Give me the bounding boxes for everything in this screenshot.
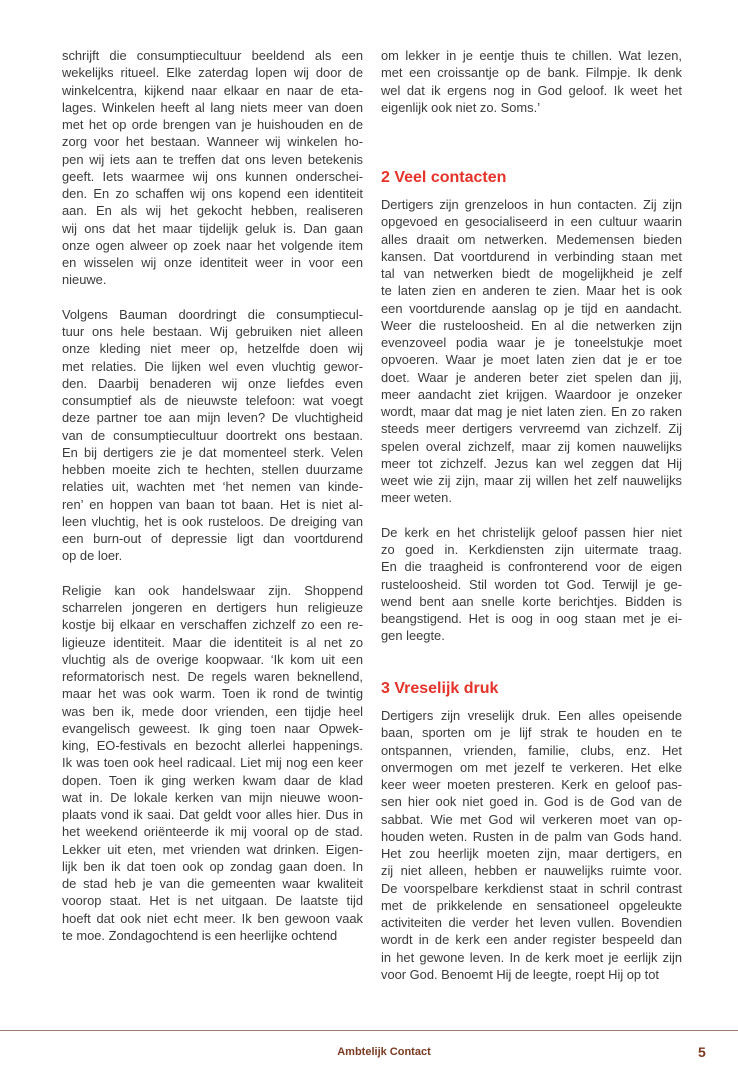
text-line: scharrelen jongeren en dertigers hun religieuze [62,600,363,615]
paragraph [62,47,363,289]
text-line: met een croissantje op de bank. Filmpje. Ik denk [381,65,682,81]
paragraph [381,196,682,507]
text-line: activiteiten die verder het leven vullen. Bovendien [381,915,682,930]
text-line: Religie kan ook handelswaar zijn. Shoppend [62,582,363,598]
right-intro [381,47,682,116]
text-line: de stad heb je van die gemeenten waar kwaliteit [62,876,363,891]
text-line: opgevoed en gesocialiseerd in een cultuur waarin [381,214,682,230]
text-line: leen vluchtig, het is ook rusteloos. De dreiging van [62,513,363,529]
text-line: den. Daarbij benaderen wij onze liefdes even [62,375,363,391]
text-line: spelen overal zichzelf, maar zij komen nauwelijks [381,438,682,454]
paragraph [381,47,682,116]
text-line: ren’ en hoppen van baan tot baan. Het is niet al- [62,496,363,512]
text-line: king, EO-festivals en bezocht allerlei happenings. [62,738,363,753]
text-line: en wisselen wij onze identiteit weer in voor een [62,255,363,270]
paragraph [62,582,363,944]
text-line: was ben ik, mede door vrienden, een tijdje heel [62,703,363,719]
text-line: onze kleding niet meer op, hetzelfde doen wij [62,341,363,357]
text-line: De kerk en het christelijk geloof passen hier niet [381,524,682,540]
text-line: dopen. Toen ik ging werken kwam daar de klad [62,772,363,788]
text-line: Lekker uit eten, met vrienden wat drinken. Eigen- [62,841,363,857]
paragraph-gap [62,289,363,306]
text-line: ontspannen, vrienden, familie, clubs, enz. Het [381,742,682,758]
text-line: ligieuze identiteit. Maar die identiteit is al net zo [62,634,363,650]
text-line: weet wie zij zijn, maar zij willen het zelf nauwelijks [381,473,682,488]
text-line: meer tot zichzelf. Jezus kan wel zeggen dat Hij [381,455,682,471]
text-line: nieuwe. [62,272,107,288]
text-line: om lekker in je eentje thuis te chillen. Wat lezen, [381,48,682,63]
section-body-veel-contacten [381,196,682,645]
section-heading-veel-contacten: 2 Veel contacten [381,169,507,186]
text-line: beangstigend. Het is oog in oog staan met je ei- [381,611,682,626]
text-line: Dertigers zijn grenzeloos in hun contacten. Zij zijn [381,197,682,212]
paragraph [381,707,682,983]
paragraph-gap [62,565,363,582]
text-line: eigenlijk ook niet zo. Soms.’ [381,99,541,115]
text-line: lages. Winkelen heeft al lang niets meer van doen [62,99,363,115]
text-line: deze partner toe aan mijn leven? De vluchtigheid [62,410,363,426]
text-line: zorg voor het bestaan. Wanneer wij winkelen ho- [62,134,363,150]
text-line: steeds meer dertigers vervreemd van zichzelf. Zij [381,421,682,437]
text-line: voorop staat. Het is net uitgaan. De laatste tijd [62,893,363,909]
text-line: wat in. De lokale kerken van mijn nieuwe woon- [62,789,363,805]
text-line: sabbat. Wie met God wil verkeren moet van op- [381,811,682,827]
text-line: meer aandacht ziet krijgen. Waardoor je onzeker [381,386,682,402]
text-line: wend bent aan snelle korte berichtjes. Bidden is [381,593,682,609]
text-line: onvermogen om met jezelf te verkeren. Het elke [381,759,682,775]
text-line: een voortdurende aanslag op je tijd en aandacht. [381,300,682,316]
text-line: geeft. Iets waarmee wij ons kunnen onderschei- [62,168,363,184]
text-line: kansen. Dat voortdurend in verbinding staan met [381,248,682,264]
text-line: plaats vond ik saai. Dat geldt voor alles hier. Dus in [62,807,363,822]
paragraph [62,306,363,565]
section-body-vreselijk-druk [381,707,682,983]
text-line: den. En zo schaffen wij ons kopend een identiteit [62,186,363,201]
text-line: te moe. Zondagochtend is een heerlijke ochtend [62,927,338,943]
text-line: consumptief als de nieuwste telefoon: wat voegt [62,393,363,408]
text-line: houden weten. Rusten in de palm van Gods hand. [381,828,682,844]
text-line: lijk ben ik dat toen ook op zondag gaan doen. In [62,858,363,874]
text-line: een burn-out of depressie ligt dan voortdurend [62,531,363,546]
text-line: En die traagheid is confronterend voor de eigen [381,559,682,575]
text-line: Volgens Bauman doordringt die consumptiecul- [62,306,363,322]
text-line: sen hier ook niet goed in. God is de God van de [381,794,682,810]
text-line: wekelijks ritueel. Elke zaterdag lopen wij door de [62,65,363,81]
text-line: voor God. Benoemt Hij de leegte, roept Hij op tot [381,966,660,982]
text-line: En bij dertigers zie je dat momenteel sterk. Velen [62,444,363,460]
text-line: alles draait om netwerken. Medemensen bieden [381,231,682,247]
text-line: tuur ons hele bestaan. Wij gebruiken niet alleen [62,324,363,339]
text-line: aan. En als wij het gekocht hebben, realiseren [62,203,363,219]
text-line: gen leegte. [381,628,445,644]
text-line: Weer die rusteloosheid. En al die netwerken zijn [381,317,682,333]
text-line: tal van netwerken biedt de mogelijkheid je zelf [381,266,682,281]
text-line: zo goed in. Kerkdiensten zijn uitermate traag. [381,542,682,557]
text-line: onze ogen alweer op zoek naar het volgende item [62,237,363,253]
text-line: baan, sporten om je lijf strak te houden en te [381,725,682,741]
text-line: op de loer. [62,548,123,564]
text-line: met relaties. Die lijken wel even vluchtig gewor- [62,358,363,374]
text-line: reformatorisch nest. De regels waren beknellend, [62,669,363,684]
text-line: maar het was ook warm. Toen ik rond de twintig [62,686,363,702]
text-line: doet. Waar je anderen beter ziet spelen dan jij, [381,369,682,385]
text-line: Het zou heerlijk moeten zijn, maar dertigers, en [381,846,682,861]
text-line: evangelisch geweest. Ik ging toen naar Opwek- [62,720,363,736]
text-line: winkelcentra, kijkend naar elkaar en naar de eta- [62,82,363,98]
text-line: pen wij iets aan te treffen dat ons leven betekenis [62,151,363,167]
text-line: relaties uit, wachten met ‘het nemen van kinde- [62,479,363,495]
text-line: zij niet alleen, hebben er nauwelijks ruimte voor. [381,863,682,879]
text-line: hebben moeite zich te hechten, stellen duurzame [62,462,363,477]
text-line: kostje bij elkaar en verschaffen zichzelf zo een re- [62,617,363,633]
text-line: wordt, maar dat mag je niet laten zien. En zo raken [381,404,682,419]
text-line: rusteloosheid. Stil worden tot God. Terwijl je ge- [381,576,682,592]
paragraph [381,524,682,645]
page-number: 5 [698,1044,706,1060]
text-line: Ik was toen ook heel radicaal. Liet mij nog een keer [62,755,363,771]
text-line: in het gewone leven. In de kerk moet je eerlijk zijn [381,949,682,965]
text-line: wel dat ik ergens nog in God geloof. Ik weet het [381,82,682,98]
text-line: schrijft die consumptiecultuur beeldend als een [62,48,363,63]
text-line: van de consumptiecultuur doortrekt ons bestaan. [62,427,363,443]
text-line: het weekend oriënteerde ik mij vooral op de stad. [62,824,363,840]
text-line: wij ons dat het maar tijdelijk geluk is. Dan gaan [62,220,363,236]
text-line: evenzoveel podia waar je je toneelstukje moet [381,335,682,350]
text-line: te laten zien en anderen te zien. Maar het is ook [381,283,682,299]
text-line: hoeft dat ook niet echt meer. Ik ben gewoon vaak [62,910,363,926]
text-line: vluchtig als de overige koopwaar. ‘Ik kom uit een [62,651,363,667]
text-line: Dertigers zijn vreselijk druk. Een alles opeisende [381,708,682,723]
text-line: met de prikkelende en sensationeel opgeleukte [381,897,682,913]
text-line: keer weer moeten presteren. Kerk en geloof pas- [381,777,682,792]
paragraph-gap [381,507,682,524]
text-line: opvoeren. Waar je moet laten zien dat je er toe [381,352,682,368]
footer-divider [0,1030,738,1031]
text-line: meer weten. [381,490,452,506]
text-line: met het op orde brengen van je huishouden en de [62,117,363,132]
section-heading-vreselijk-druk: 3 Vreselijk druk [381,680,499,697]
left-body [62,47,363,944]
footer-publication-title: Ambtelijk Contact [337,1046,431,1058]
text-line: wordt in de kerk een ander register bespeeld dan [381,932,682,948]
text-line: De voorspelbare kerkdienst staat in schril contrast [381,880,682,896]
